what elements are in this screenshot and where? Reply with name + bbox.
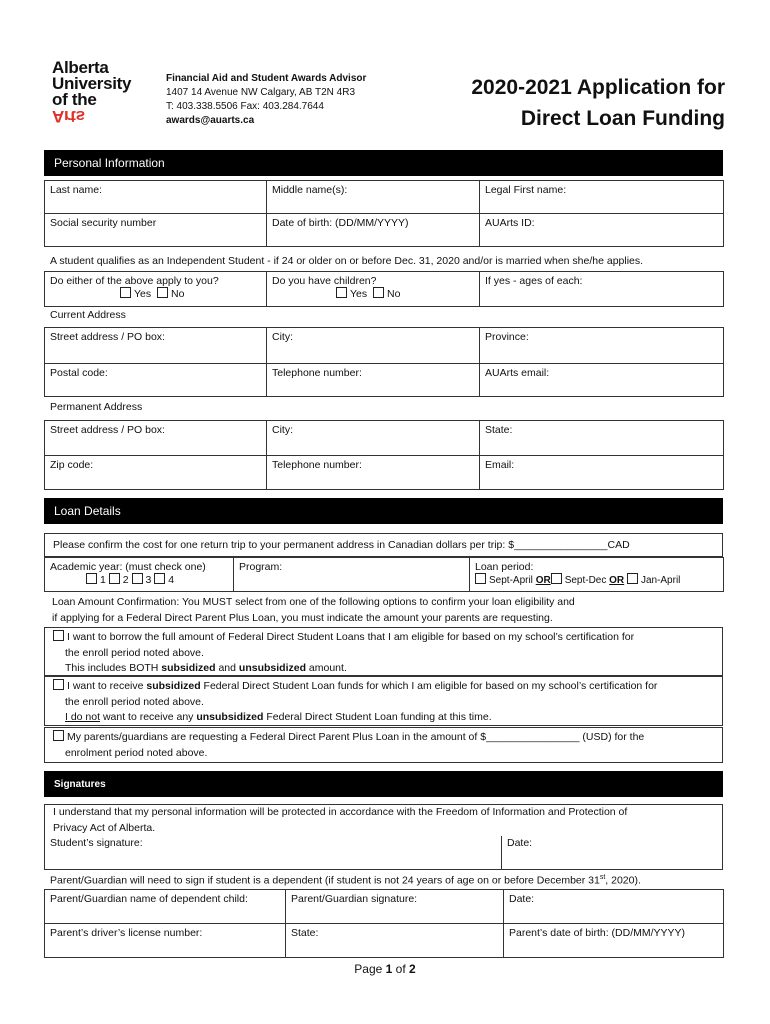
current-address-label: Current Address — [50, 309, 126, 321]
parent-table — [44, 889, 724, 958]
checkbox[interactable] — [53, 730, 64, 741]
personal-table-1 — [44, 180, 724, 247]
checkbox[interactable] — [551, 573, 562, 584]
email-field[interactable]: Email: — [480, 456, 724, 490]
loan-confirmation: Loan Amount Confirmation: You MUST select from one of the following options to confirm your loan eligibility and if applying for a Federal Direct Parent Plus Loan, you must indicate the amount your parents are requesting. — [52, 596, 575, 624]
checkbox[interactable] — [132, 573, 143, 584]
page-number: Page 1 of 2 — [354, 962, 416, 976]
parent-signature-field[interactable]: Parent/Guardian signature: — [286, 890, 504, 924]
postal-code-field[interactable]: Postal code: — [45, 364, 267, 397]
permanent-address-table — [44, 420, 724, 490]
option-parent-plus[interactable]: My parents/guardians are requesting a Federal Direct Parent Plus Loan in the amount of $________________ (USD) for the enrolment period noted above. — [44, 727, 723, 763]
checkbox[interactable] — [336, 287, 347, 298]
academic-table — [44, 557, 724, 592]
loan-details-header: Loan Details — [44, 498, 723, 524]
state-field[interactable]: State: — [480, 421, 724, 456]
ssn-field[interactable]: Social security number — [45, 214, 267, 247]
middle-names-field[interactable]: Middle name(s): — [267, 181, 480, 214]
parent-name-field[interactable]: Parent/Guardian name of dependent child: — [45, 890, 286, 924]
ages-field[interactable]: If yes - ages of each: — [480, 272, 724, 307]
option-subsidized[interactable]: I want to receive subsidized Federal Direct Student Loan funds for which I am eligible for based on my school’s certification for the enroll period noted above. I do not want to receive any unsubsidized Federal Direct Student Loan funding at this time. — [44, 676, 723, 726]
legal-first-name-field[interactable]: Legal First name: — [480, 181, 724, 214]
province-field[interactable]: Province: — [480, 328, 724, 364]
auarts-email-field[interactable]: AUArts email: — [480, 364, 724, 397]
checkbox[interactable] — [154, 573, 165, 584]
checkbox[interactable] — [120, 287, 131, 298]
current-address-table — [44, 327, 724, 397]
street-field[interactable]: Street address / PO box: — [45, 421, 267, 456]
checkbox[interactable] — [627, 573, 638, 584]
independent-note: A student qualifies as an Independent Student - if 24 or older on or before Dec. 31, 2020 and/or is married when she/he applies. — [50, 255, 644, 267]
apply-question: Do either of the above apply to you? Yes No — [45, 272, 267, 307]
dob-field[interactable]: Date of birth: (DD/MM/YYYY) — [267, 214, 480, 247]
checkbox[interactable] — [53, 679, 64, 690]
checkbox[interactable] — [109, 573, 120, 584]
signatures-header: Signatures — [44, 771, 723, 797]
option-full-amount[interactable]: I want to borrow the full amount of Federal Direct Student Loans that I am eligible for based on my school’s certification for the enroll period noted above. This includes BOTH subsidized and unsubsidized amount. — [44, 627, 723, 676]
parent-note: Parent/Guardian will need to sign if student is a dependent (if student is not 24 years of age on or before December 31st, 2020). — [50, 874, 641, 887]
last-name-field[interactable]: Last name: — [45, 181, 267, 214]
checkbox[interactable] — [86, 573, 97, 584]
privacy-box: I understand that my personal information will be protected in accordance with the Freedom of Information and Protection of Privacy Act of Alberta. Student’s signature: Date: — [44, 804, 723, 870]
personal-info-header: Personal Information — [44, 150, 723, 176]
trip-cost-field[interactable]: Please confirm the cost for one return trip to your permanent address in Canadian dollars per trip: $________________CAD — [44, 533, 723, 557]
city-field[interactable]: City: — [267, 328, 480, 364]
city-field[interactable]: City: — [267, 421, 480, 456]
parent-state-field[interactable]: State: — [286, 924, 504, 958]
auarts-logo: Alberta University of the Arts — [52, 58, 132, 126]
telephone-field[interactable]: Telephone number: — [267, 364, 480, 397]
page-title: 2020-2021 Application for Direct Loan Funding — [471, 76, 725, 130]
loan-period-field: Loan period: Sept-April OR Sept-Dec OR Jan-April — [470, 558, 724, 592]
auarts-id-field[interactable]: AUArts ID: — [480, 214, 724, 247]
office-contact: Financial Aid and Student Awards Advisor 1407 14 Avenue NW Calgary, AB T2N 4R3 T: 403.338.5506 Fax: 403.284.7644 awards@auarts.ca — [166, 73, 367, 126]
independent-table — [44, 271, 724, 307]
license-field[interactable]: Parent’s driver’s license number: — [45, 924, 286, 958]
checkbox[interactable] — [53, 630, 64, 641]
telephone-field[interactable]: Telephone number: — [267, 456, 480, 490]
street-field[interactable]: Street address / PO box: — [45, 328, 267, 364]
student-date-field[interactable]: Date: — [501, 836, 722, 869]
checkbox[interactable] — [475, 573, 486, 584]
checkbox[interactable] — [157, 287, 168, 298]
parent-dob-field[interactable]: Parent’s date of birth: (DD/MM/YYYY) — [504, 924, 724, 958]
children-question: Do you have children? Yes No — [267, 272, 480, 307]
checkbox[interactable] — [373, 287, 384, 298]
permanent-address-label: Permanent Address — [50, 401, 143, 413]
academic-year-field: Academic year: (must check one) 1 2 3 4 — [45, 558, 234, 592]
parent-date-field[interactable]: Date: — [504, 890, 724, 924]
student-signature-field[interactable]: Student’s signature: — [50, 837, 143, 849]
zip-code-field[interactable]: Zip code: — [45, 456, 267, 490]
program-field[interactable]: Program: — [234, 558, 470, 592]
